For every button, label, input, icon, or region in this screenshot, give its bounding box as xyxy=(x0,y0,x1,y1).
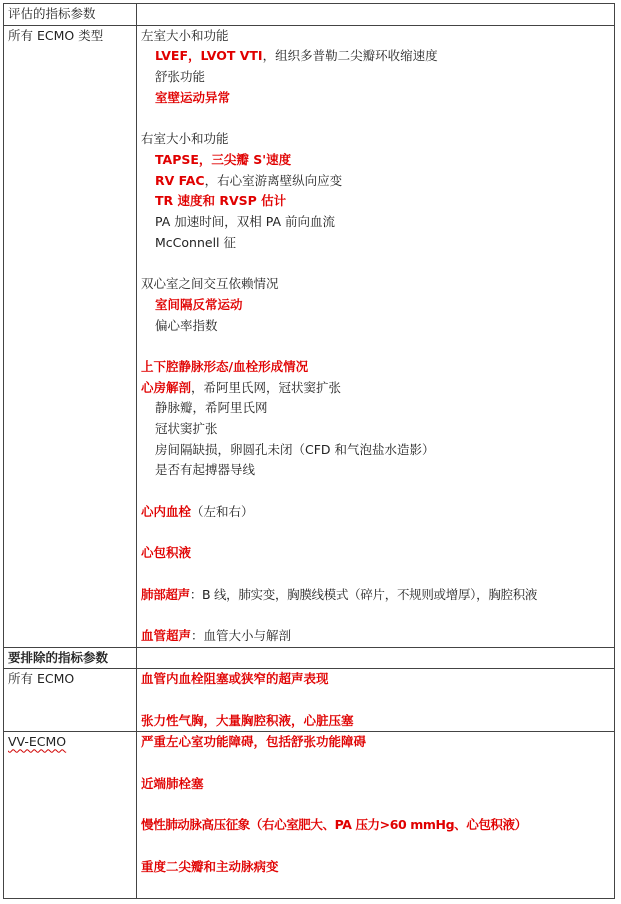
all-ecmo-item1: 血管内血栓阻塞或狭窄的超声表现 xyxy=(141,671,329,687)
atrial-line1: 静脉瓣，希阿里氏网 xyxy=(155,400,268,416)
vv-ecmo-item2: 近端肺栓塞 xyxy=(141,775,204,791)
all-ecmo-types-label: 所有 ECMO 类型 xyxy=(4,25,137,647)
assessed-parameters-header: 评估的指标参数 xyxy=(4,4,137,26)
vena-cava-line: 上下腔静脉形态/血栓形成情况 xyxy=(141,358,309,374)
atrial-line3: 房间隔缺损，卵圆孔未闭（CFD 和气泡盐水造影） xyxy=(155,441,435,457)
vv-ecmo-item4: 重度二尖瓣和主动脉病变 xyxy=(141,858,279,874)
all-ecmo-row xyxy=(4,669,615,732)
rv-line5: McConnell 征 xyxy=(155,234,236,250)
vv-ecmo-items xyxy=(137,732,615,899)
interdependence-line2: 偏心率指数 xyxy=(155,317,218,333)
pericardial-line: 心包积液 xyxy=(141,545,192,561)
atrial-line4: 是否有起搏器导线 xyxy=(155,462,256,478)
all-ecmo-item2: 张力性气胸，大量胸腔积液，心脏压塞 xyxy=(141,712,354,728)
rv-line2: RV FAC，右心室游离壁纵向应变 xyxy=(155,172,343,188)
all-ecmo-items xyxy=(137,669,615,732)
interdependence-line1: 室间隔反常运动 xyxy=(155,296,243,312)
excluded-parameters-header: 要排除的指标参数 xyxy=(4,647,137,669)
lv-line1: LVEF，LVOT VTI，组织多普勒二尖瓣环收缩速度 xyxy=(155,48,438,64)
rv-line4: PA 加速时间，双相 PA 前向血流 xyxy=(155,214,335,230)
header-empty-cell xyxy=(137,4,615,26)
thrombus-line: 心内血栓（左和右） xyxy=(141,503,254,519)
lv-line3: 室壁运动异常 xyxy=(155,89,231,105)
assessed-parameters-header-row xyxy=(4,4,615,26)
lv-line2: 舒张功能 xyxy=(155,69,206,85)
excluded-parameters-header-row xyxy=(4,647,615,669)
rv-title: 右室大小和功能 xyxy=(141,131,229,147)
lung-ultrasound-line: 肺部超声：B 线，肺实变，胸膜线模式（碎片，不规则或增厚），胸腔积液 xyxy=(141,586,538,602)
ecmo-parameters-table xyxy=(3,3,615,899)
vv-ecmo-item1: 严重左心室功能障碍，包括舒张功能障碍 xyxy=(141,734,367,750)
rv-line3: TR 速度和 RVSP 估计 xyxy=(155,193,287,209)
vv-ecmo-item3: 慢性肺动脉高压征象（右心室肥大、PA 压力>60 mmHg、心包积液） xyxy=(141,817,527,833)
atrial-line2: 冠状窦扩张 xyxy=(155,421,218,437)
lv-title: 左室大小和功能 xyxy=(141,27,229,43)
header2-empty-cell xyxy=(137,647,615,669)
vv-ecmo-label: VV-ECMO xyxy=(4,732,137,899)
all-ecmo-label: 所有 ECMO xyxy=(4,669,137,732)
interdependence-title: 双心室之间交互依赖情况 xyxy=(141,276,279,292)
all-ecmo-types-row xyxy=(4,25,615,647)
assessed-parameters-cell xyxy=(137,25,615,647)
vv-ecmo-row xyxy=(4,732,615,899)
atrial-title: 心房解剖，希阿里氏网，冠状窦扩张 xyxy=(141,379,342,395)
vessel-ultrasound-line: 血管超声：血管大小与解剖 xyxy=(141,627,292,643)
rv-line1: TAPSE，三尖瓣 S'速度 xyxy=(155,151,292,167)
